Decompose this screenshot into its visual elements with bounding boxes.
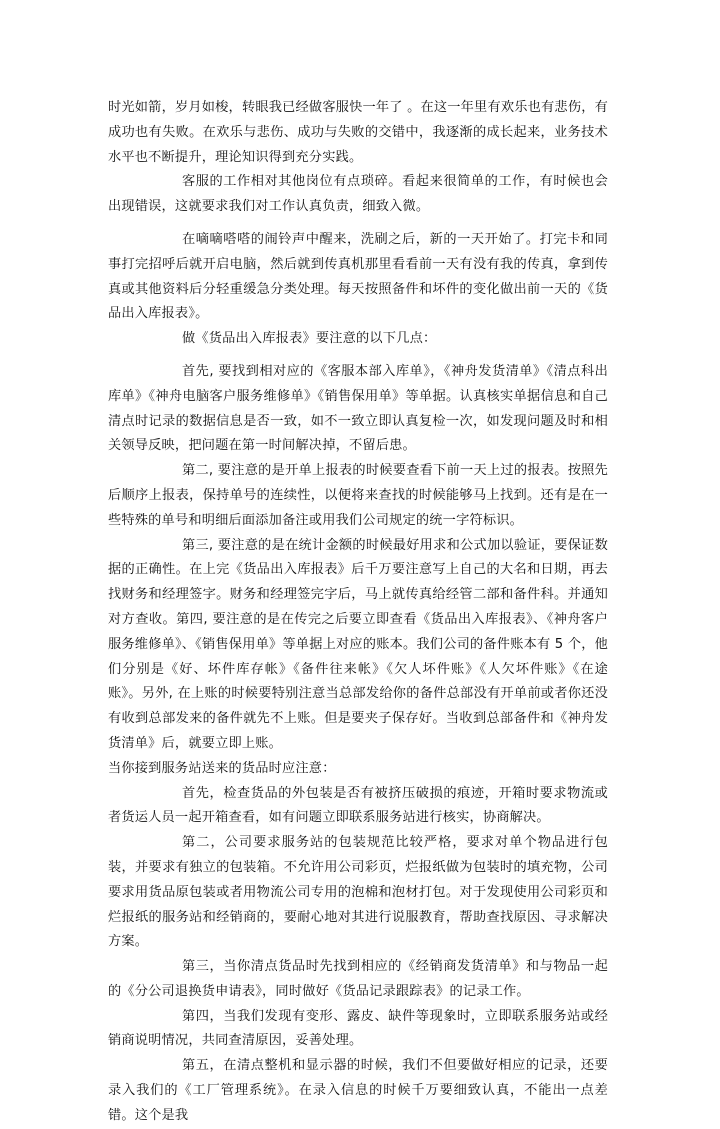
- paragraph-receiving-fifth: 第五，在清点整机和显示器的时候，我们不但要做好相应的记录，还要录入我们的《工厂管理系统》。在录入信息的时候千万要细致认真，不能出一点差错。这个是我: [108, 1058, 608, 1123]
- paragraph-daily-routine: 在嘀嘀嗒嗒的闹铃声中醒来，洗刷之后，新的一天开始了。打完卡和同事打完招呼后就开启电脑，然后就到传真机那里看看前一天有没有我的传真，拿到传真或其他资料后分轻重缓急分类处理。每天按照备件和坏件的变化做出前一天的《货品出入库报表》。: [108, 231, 608, 322]
- paragraph-receiving-heading: 当你接到服务站送来的货品时应注意：: [108, 760, 336, 776]
- paragraph-report-points-heading: 做《货品出入库报表》要注意的以下几点：: [182, 331, 437, 347]
- paragraph-point-first: 首先, 要找到相对应的《客服本部入库单》，《神舟发货清单》《清点科出库单》《神舟电脑客户服务维修单》《销售保用单》等单据。认真核实单据信息和自己清点时记录的数据信息是否一致，如不一致立即认真复检一次，如发现问题及时和相关领导反映，把问题在第一时间解决掉，不留后患。: [108, 363, 608, 454]
- document-page: [108, 96, 608, 1129]
- paragraph-receiving-second: 第二，公司要求服务站的包装规范比较严格，要求对单个物品进行包装，并要求有独立的包装箱。不允许用公司彩页，烂报纸做为包装时的填充物，公司要求用货品原包装或者用物流公司专用的泡棉和泡材打包。对于发现使用公司彩页和烂报纸的服务站和经销商的，要耐心地对其进行说服教育，帮助查找原因、寻求解决方案。: [108, 835, 608, 950]
- paragraph-receiving-third: 第三，当你清点货品时先找到相应的《经销商发货清单》和与物品一起的《分公司退换货申请表》，同时做好《货品记录跟踪表》的记录工作。: [108, 959, 608, 999]
- paragraph-point-second: 第二, 要注意的是开单上报表的时候要查看下前一天上过的报表。按照先后顺序上报表，保持单号的连续性，以便将来查找的时候能够马上找到。还有是在一些特殊的单号和明细后面添加备注或用我们公司规定的统一字符标识。: [108, 463, 608, 528]
- paragraph-receiving-fourth: 第四，当我们发现有变形、露皮、缺件等现象时，立即联系服务站或经销商说明情况，共同查清原因，妥善处理。: [108, 1008, 608, 1049]
- paragraph-intro: 时光如箭，岁月如梭，转眼我已经做客服快一年了 。在这一年里有欢乐也有悲伤，有成功也有失败。在欢乐与悲伤、成功与失败的交错中，我逐渐的成长起来，业务技术水平也不断提升，理论知识得到充分实践。: [108, 100, 608, 165]
- paragraph-job-nature: 客服的工作相对其他岗位有点琐碎。看起来很简单的工作，有时候也会出现错误，这就要求我们对工作认真负责，细致入微。: [108, 174, 608, 215]
- paragraph-receiving-first: 首先，检查货品的外包装是否有被挤压破损的痕迹，开箱时要求物流或者货运人员一起开箱查看，如有问题立即联系服务站进行核实，协商解决。: [108, 785, 608, 826]
- paragraph-point-third-fourth: 第三, 要注意的是在统计金额的时候最好用求和公式加以验证，要保证数据的正确性。在上完《货品出入库报表》后千万要注意写上自己的大名和日期，再去找财务和经理签字。财务和经理签完字后，马上就传真给经管二部和备件科。并通知对方查收。第四, 要注意的是在传完之后要立即查看《货品出入库报表》、《神舟客户服务维修单》、《销售保用单》等单据上对应的账本。我们公司的备件账本有 5 个，他们分别是《好、坏件库存帐》《备件往来帐》《欠人坏件账》《人欠坏件账》《在途账》。另外, 在上账的时候要特别注意当总部发给你的备件总部没有开单前或者你还没有收到总部发来的备件就先不上账。但是要夹子保存好。当收到总部备件和《神舟发货清单》后，就要立即上账。: [108, 537, 608, 751]
